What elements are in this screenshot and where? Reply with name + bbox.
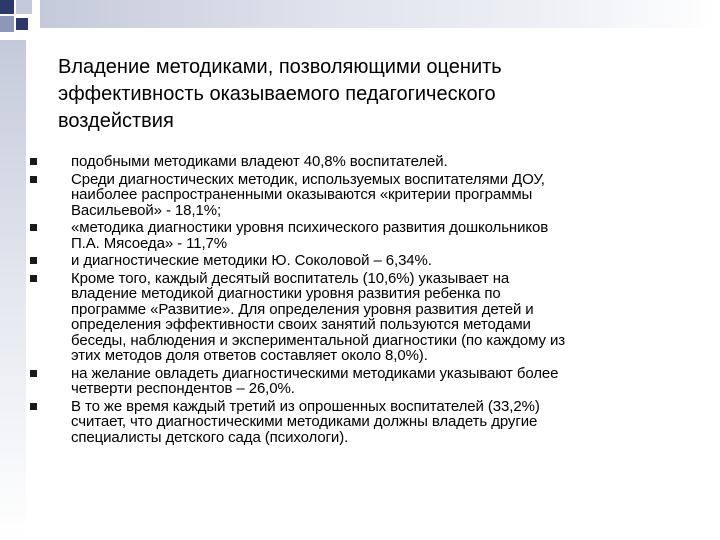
bullet-line: наиболее распространенными оказываются «критерии программы	[71, 186, 533, 203]
title-line: Владение методиками, позволяющими оценить	[58, 56, 502, 78]
horizontal-separator-line	[0, 35, 720, 37]
bullet-line: и диагностические методики Ю. Соколовой – 6,34%.	[71, 252, 432, 269]
square-bullet-icon	[30, 176, 37, 183]
bullet-line: владение методикой диагностики уровня развития ребенка по	[71, 285, 501, 302]
top-decorative-bar	[40, 0, 720, 28]
bullet-line: определения эффективности своих занятий пользуются методами	[71, 316, 531, 333]
bullet-line: на желание овладеть диагностическими методиками указывают более	[71, 364, 559, 382]
bullet-line: Васильевой» - 18,1%;	[71, 201, 222, 219]
bullet-line: подобными методиками владеют 40,8% воспитателей.	[71, 153, 448, 170]
title-line: воздействия	[58, 110, 174, 132]
bullet-line: программе «Развитие». Для определения уровня развития детей и	[71, 300, 534, 318]
bullet-line: Среди диагностических методик, используемых воспитателями ДОУ,	[71, 170, 545, 188]
bullet-line: В то же время каждый третий из опрошенных воспитателей (33,2%)	[71, 397, 540, 415]
bullet-line: беседы, наблюдения и экспериментальной диагностики (по каждому из	[71, 331, 566, 349]
corner-square-light	[16, 0, 32, 14]
bullet-line: этих методов доля ответов составляет около 8,0%).	[71, 347, 428, 364]
square-bullet-icon	[30, 158, 37, 165]
bullet-item	[30, 253, 690, 269]
title-line: эффективность оказываемого педагогического	[58, 83, 496, 105]
corner-square-dark-small	[16, 18, 28, 30]
square-bullet-icon	[30, 257, 37, 264]
square-bullet-icon	[30, 370, 37, 377]
bullet-item	[30, 271, 690, 364]
bullet-item	[30, 154, 690, 170]
corner-square-mid	[0, 16, 14, 32]
bullet-item	[30, 220, 690, 251]
bullet-list	[30, 154, 690, 447]
square-bullet-icon	[30, 403, 37, 410]
bullet-line: специалисты детского сада (психологи).	[71, 428, 349, 446]
slide-title	[58, 54, 658, 135]
corner-square-dark	[0, 0, 14, 14]
bullet-line: П.А. Мясоеда» - 11,7%	[71, 234, 228, 252]
square-bullet-icon	[30, 224, 37, 231]
square-bullet-icon	[30, 275, 37, 282]
bullet-line: считает, что диагностическими методиками должны владеть другие	[71, 413, 538, 430]
bullet-line: четверти респондентов – 26,0%.	[71, 380, 295, 397]
bullet-line: Кроме того, каждый десятый воспитатель (10,6%) указывает на	[71, 269, 510, 287]
bullet-item	[30, 172, 690, 219]
left-decorative-bar	[0, 40, 26, 540]
bullet-item	[30, 399, 690, 446]
bullet-line: «методика диагностики уровня психического развития дошкольников	[71, 219, 549, 236]
bullet-item	[30, 366, 690, 397]
